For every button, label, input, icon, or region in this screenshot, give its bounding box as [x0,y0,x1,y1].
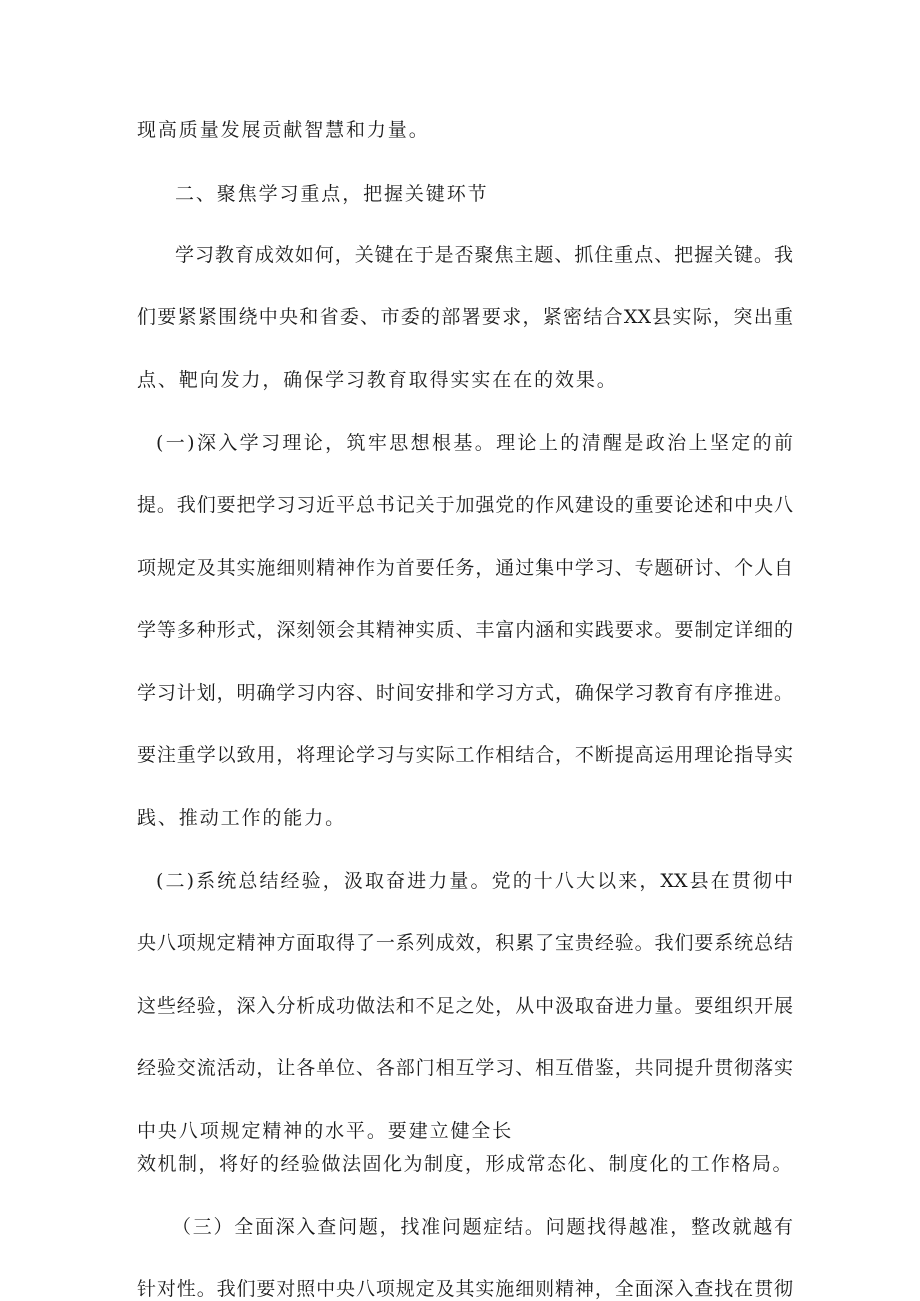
text-line: 这些经验，深入分析成功做法和不足之处，从中汲取奋进力量。要组织开展 [137,995,793,1017]
text-line: 经验交流活动，让各单位、各部门相互学习、相互借鉴，共同提升贯彻落实 [137,1057,793,1079]
text-line: 针对性。我们要对照中央八项规定及其实施细则精神，全面深入查找在贯彻 [137,1278,793,1300]
text-line: 点、靶向发力，确保学习教育取得实实在在的效果。 [137,369,618,391]
text-line: 项规定及其实施细则精神作为首要任务，通过集中学习、专题研讨、个人自 [137,557,793,579]
text-line: 要注重学以致用，将理论学习与实际工作相结合，不断提高运用理论指导实 [137,744,793,766]
text-line: 效机制，将好的经验做法固化为制度，形成常态化、制度化的工作格局。 [137,1153,794,1175]
text-line: 践、推动工作的能力。 [137,807,347,829]
text-line: 现高质量发展贡献智慧和力量。 [137,119,430,141]
text-line: 学习计划，明确学习内容、时间安排和学习方式，确保学习教育有序推进。 [137,682,793,704]
text-line: 学等多种形式，深刻领会其精神实质、丰富内涵和实践要求。要制定详细的 [137,619,793,641]
text-line: 中央八项规定精神的水平。要建立健全长 [137,1120,514,1142]
text-line: 提。我们要把学习习近平总书记关于加强党的作风建设的重要论述和中央八 [137,494,793,516]
subsection-heading: (一)深入学习理论，筑牢思想根基。理论上的清醒是政治上坚定的前 [156,432,793,454]
subsection-heading: （三）全面深入查问题，找准问题症结。问题找得越准，整改就越有 [172,1216,793,1238]
subsection-heading: (二)系统总结经验，汲取奋进力量。党的十八大以来，XX县在贯彻中 [156,870,793,892]
text-line: 学习教育成效如何，关键在于是否聚焦主题、抓住重点、把握关键。我 [175,244,793,266]
text-line: 们要紧紧围绕中央和省委、市委的部署要求，紧密结合XX县实际，突出重 [137,306,793,328]
text-line: 央八项规定精神方面取得了一系列成效，积累了宝贵经验。我们要系统总结 [137,932,793,954]
section-heading: 二、聚焦学习重点，把握关键环节 [175,183,489,205]
